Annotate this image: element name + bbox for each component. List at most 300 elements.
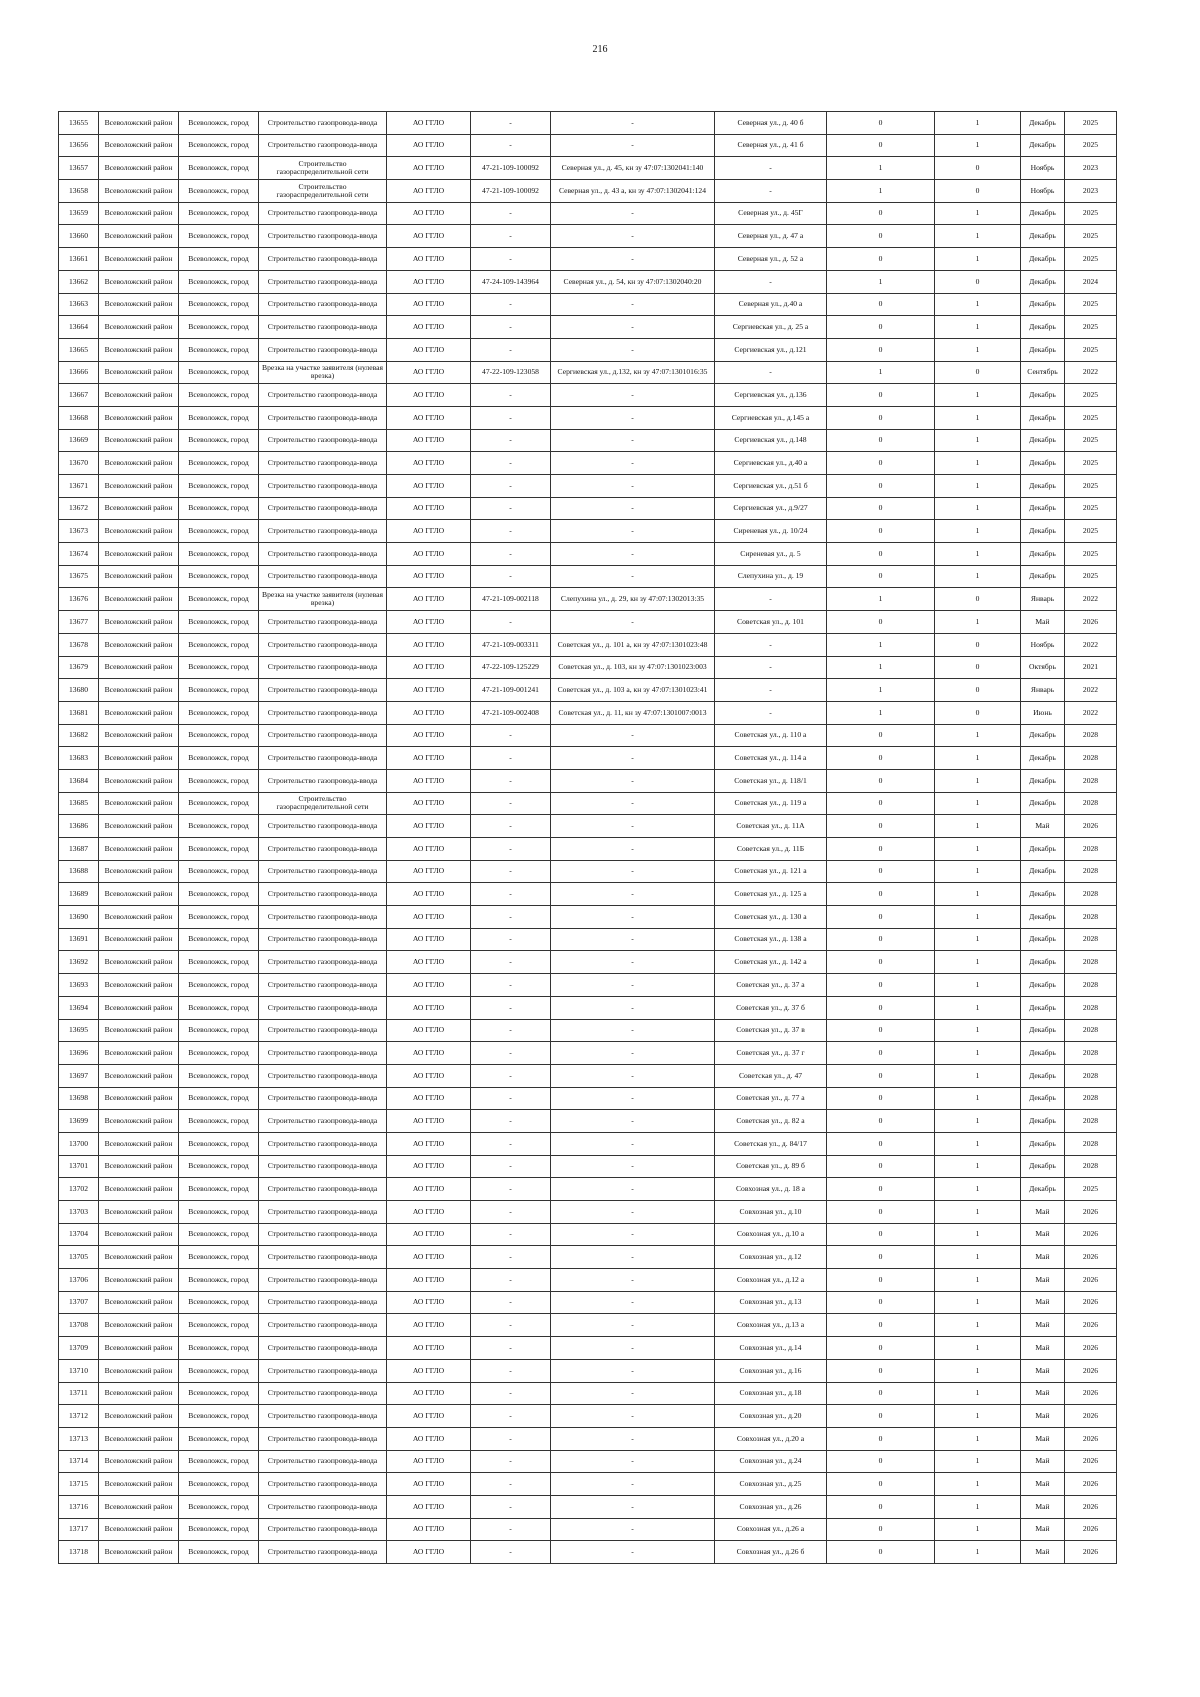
cell-organization: АО ГГЛО bbox=[387, 792, 471, 815]
cell-settlement: Всеволожск, город bbox=[179, 543, 259, 566]
cell-work-type: Строительство газораспределительной сети bbox=[259, 792, 387, 815]
cell-row-number: 13707 bbox=[59, 1291, 99, 1314]
cell-count-a: 0 bbox=[827, 1382, 935, 1405]
cell-plot-address: - bbox=[551, 906, 715, 929]
cell-organization: АО ГГЛО bbox=[387, 656, 471, 679]
table-row bbox=[59, 1132, 1117, 1155]
cell-work-type: Строительство газопровода-ввода bbox=[259, 611, 387, 634]
cell-settlement: Всеволожск, город bbox=[179, 656, 259, 679]
cell-organization: АО ГГЛО bbox=[387, 679, 471, 702]
cell-row-number: 13656 bbox=[59, 134, 99, 157]
cell-row-number: 13694 bbox=[59, 996, 99, 1019]
cell-plot-address: - bbox=[551, 974, 715, 997]
cell-object-address: Советская ул., д. 77 а bbox=[715, 1087, 827, 1110]
cell-settlement: Всеволожск, город bbox=[179, 769, 259, 792]
cell-contract-number: - bbox=[471, 1042, 551, 1065]
cell-count-b: 1 bbox=[935, 1042, 1021, 1065]
cell-settlement: Всеволожск, город bbox=[179, 1201, 259, 1224]
cell-organization: АО ГГЛО bbox=[387, 361, 471, 384]
cell-district: Всеволожский район bbox=[99, 1087, 179, 1110]
cell-object-address: Советская ул., д. 37 г bbox=[715, 1042, 827, 1065]
cell-row-number: 13692 bbox=[59, 951, 99, 974]
cell-year: 2028 bbox=[1065, 1110, 1117, 1133]
cell-plot-address: - bbox=[551, 1359, 715, 1382]
cell-plot-address: - bbox=[551, 747, 715, 770]
cell-month: Май bbox=[1021, 1450, 1065, 1473]
cell-object-address: Советская ул., д. 47 bbox=[715, 1064, 827, 1087]
cell-district: Всеволожский район bbox=[99, 1291, 179, 1314]
table-row bbox=[59, 1223, 1117, 1246]
cell-work-type: Строительство газопровода-ввода bbox=[259, 134, 387, 157]
cell-count-b: 1 bbox=[935, 134, 1021, 157]
cell-row-number: 13678 bbox=[59, 633, 99, 656]
cell-work-type: Строительство газопровода-ввода bbox=[259, 565, 387, 588]
cell-count-b: 1 bbox=[935, 1359, 1021, 1382]
cell-work-type: Строительство газопровода-ввода bbox=[259, 815, 387, 838]
cell-plot-address: - bbox=[551, 815, 715, 838]
page-number: 216 bbox=[592, 44, 608, 55]
cell-row-number: 13673 bbox=[59, 520, 99, 543]
cell-plot-address: - bbox=[551, 883, 715, 906]
cell-contract-number: - bbox=[471, 1450, 551, 1473]
cell-month: Декабрь bbox=[1021, 202, 1065, 225]
cell-month: Декабрь bbox=[1021, 906, 1065, 929]
cell-settlement: Всеволожск, город bbox=[179, 1223, 259, 1246]
cell-year: 2026 bbox=[1065, 611, 1117, 634]
cell-month: Декабрь bbox=[1021, 1178, 1065, 1201]
cell-work-type: Строительство газопровода-ввода bbox=[259, 338, 387, 361]
cell-row-number: 13661 bbox=[59, 248, 99, 271]
cell-organization: АО ГГЛО bbox=[387, 1337, 471, 1360]
cell-count-b: 1 bbox=[935, 1178, 1021, 1201]
cell-object-address: Сергиевская ул., д. 25 а bbox=[715, 316, 827, 339]
cell-object-address: Советская ул., д. 101 bbox=[715, 611, 827, 634]
cell-year: 2026 bbox=[1065, 1405, 1117, 1428]
table-row bbox=[59, 815, 1117, 838]
cell-settlement: Всеволожск, город bbox=[179, 270, 259, 293]
cell-contract-number: - bbox=[471, 1246, 551, 1269]
cell-contract-number: - bbox=[471, 1473, 551, 1496]
table-row bbox=[59, 1087, 1117, 1110]
cell-object-address: - bbox=[715, 633, 827, 656]
table-row bbox=[59, 361, 1117, 384]
cell-organization: АО ГГЛО bbox=[387, 633, 471, 656]
cell-count-b: 1 bbox=[935, 1064, 1021, 1087]
cell-settlement: Всеволожск, город bbox=[179, 906, 259, 929]
table-row bbox=[59, 497, 1117, 520]
cell-object-address: - bbox=[715, 679, 827, 702]
cell-count-b: 0 bbox=[935, 656, 1021, 679]
table-row bbox=[59, 384, 1117, 407]
cell-count-a: 0 bbox=[827, 1495, 935, 1518]
cell-plot-address: - bbox=[551, 724, 715, 747]
cell-settlement: Всеволожск, город bbox=[179, 633, 259, 656]
cell-plot-address: - bbox=[551, 1495, 715, 1518]
table-row bbox=[59, 543, 1117, 566]
cell-organization: АО ГГЛО bbox=[387, 225, 471, 248]
cell-count-b: 1 bbox=[935, 1337, 1021, 1360]
cell-count-a: 0 bbox=[827, 1541, 935, 1564]
cell-year: 2026 bbox=[1065, 1427, 1117, 1450]
cell-district: Всеволожский район bbox=[99, 996, 179, 1019]
cell-object-address: Северная ул., д.40 а bbox=[715, 293, 827, 316]
cell-work-type: Строительство газопровода-ввода bbox=[259, 747, 387, 770]
cell-district: Всеволожский район bbox=[99, 1473, 179, 1496]
cell-plot-address: - bbox=[551, 1382, 715, 1405]
cell-count-a: 0 bbox=[827, 1201, 935, 1224]
table-row bbox=[59, 1201, 1117, 1224]
cell-month: Декабрь bbox=[1021, 860, 1065, 883]
cell-organization: АО ГГЛО bbox=[387, 112, 471, 135]
cell-count-b: 1 bbox=[935, 974, 1021, 997]
cell-row-number: 13709 bbox=[59, 1337, 99, 1360]
table-row bbox=[59, 248, 1117, 271]
cell-district: Всеволожский район bbox=[99, 724, 179, 747]
cell-count-b: 1 bbox=[935, 1132, 1021, 1155]
cell-settlement: Всеволожск, город bbox=[179, 248, 259, 271]
cell-plot-address: Слепухина ул., д. 29, кн зу 47:07:1302013:35 bbox=[551, 588, 715, 611]
cell-organization: АО ГГЛО bbox=[387, 1110, 471, 1133]
table-row bbox=[59, 1541, 1117, 1564]
table-row bbox=[59, 1246, 1117, 1269]
table-row bbox=[59, 1405, 1117, 1428]
cell-year: 2026 bbox=[1065, 1337, 1117, 1360]
cell-count-a: 0 bbox=[827, 134, 935, 157]
cell-month: Январь bbox=[1021, 679, 1065, 702]
cell-organization: АО ГГЛО bbox=[387, 1269, 471, 1292]
cell-count-a: 0 bbox=[827, 1155, 935, 1178]
table-row bbox=[59, 112, 1117, 135]
cell-count-a: 0 bbox=[827, 1178, 935, 1201]
cell-settlement: Всеволожск, город bbox=[179, 452, 259, 475]
cell-year: 2025 bbox=[1065, 225, 1117, 248]
table-row bbox=[59, 1064, 1117, 1087]
cell-object-address: Сергиевская ул., д.51 б bbox=[715, 475, 827, 498]
table-row bbox=[59, 1155, 1117, 1178]
cell-contract-number: - bbox=[471, 1155, 551, 1178]
cell-count-a: 0 bbox=[827, 906, 935, 929]
cell-district: Всеволожский район bbox=[99, 588, 179, 611]
cell-plot-address: - bbox=[551, 1042, 715, 1065]
cell-contract-number: 47-21-109-002408 bbox=[471, 701, 551, 724]
cell-settlement: Всеволожск, город bbox=[179, 1337, 259, 1360]
cell-row-number: 13696 bbox=[59, 1042, 99, 1065]
cell-district: Всеволожский район bbox=[99, 429, 179, 452]
cell-contract-number: 47-24-109-143964 bbox=[471, 270, 551, 293]
cell-year: 2025 bbox=[1065, 520, 1117, 543]
cell-row-number: 13671 bbox=[59, 475, 99, 498]
cell-plot-address: - bbox=[551, 1314, 715, 1337]
cell-object-address: Сергиевская ул., д.40 а bbox=[715, 452, 827, 475]
cell-district: Всеволожский район bbox=[99, 361, 179, 384]
cell-contract-number: - bbox=[471, 1495, 551, 1518]
cell-object-address: Советская ул., д. 119 а bbox=[715, 792, 827, 815]
cell-work-type: Строительство газопровода-ввода bbox=[259, 112, 387, 135]
cell-object-address: - bbox=[715, 157, 827, 180]
cell-year: 2028 bbox=[1065, 1019, 1117, 1042]
cell-year: 2025 bbox=[1065, 429, 1117, 452]
cell-month: Декабрь bbox=[1021, 1110, 1065, 1133]
cell-work-type: Врезка на участке заявителя (нулевая врезка) bbox=[259, 361, 387, 384]
cell-count-b: 1 bbox=[935, 1201, 1021, 1224]
cell-count-a: 0 bbox=[827, 860, 935, 883]
cell-settlement: Всеволожск, город bbox=[179, 928, 259, 951]
cell-work-type: Строительство газопровода-ввода bbox=[259, 1405, 387, 1428]
cell-plot-address: Советская ул., д. 103 а, кн зу 47:07:1301023:41 bbox=[551, 679, 715, 702]
cell-work-type: Врезка на участке заявителя (нулевая врезка) bbox=[259, 588, 387, 611]
table-body bbox=[59, 112, 1117, 1564]
cell-settlement: Всеволожск, город bbox=[179, 1291, 259, 1314]
cell-contract-number: - bbox=[471, 724, 551, 747]
cell-work-type: Строительство газопровода-ввода bbox=[259, 701, 387, 724]
cell-contract-number: - bbox=[471, 1541, 551, 1564]
table-row bbox=[59, 565, 1117, 588]
cell-object-address: Советская ул., д. 11А bbox=[715, 815, 827, 838]
cell-count-a: 0 bbox=[827, 112, 935, 135]
cell-settlement: Всеволожск, город bbox=[179, 838, 259, 861]
table-row bbox=[59, 679, 1117, 702]
cell-contract-number: 47-21-109-003311 bbox=[471, 633, 551, 656]
cell-plot-address: Северная ул., д. 54, кн зу 47:07:1302040:20 bbox=[551, 270, 715, 293]
cell-district: Всеволожский район bbox=[99, 1495, 179, 1518]
cell-object-address: Совхозная ул., д.14 bbox=[715, 1337, 827, 1360]
cell-month: Сентябрь bbox=[1021, 361, 1065, 384]
cell-object-address: Советская ул., д. 37 а bbox=[715, 974, 827, 997]
cell-settlement: Всеволожск, город bbox=[179, 1359, 259, 1382]
cell-work-type: Строительство газопровода-ввода bbox=[259, 838, 387, 861]
cell-district: Всеволожский район bbox=[99, 1450, 179, 1473]
cell-settlement: Всеволожск, город bbox=[179, 1495, 259, 1518]
cell-plot-address: - bbox=[551, 769, 715, 792]
cell-district: Всеволожский район bbox=[99, 1427, 179, 1450]
cell-organization: АО ГГЛО bbox=[387, 701, 471, 724]
cell-count-b: 1 bbox=[935, 769, 1021, 792]
cell-month: Декабрь bbox=[1021, 1019, 1065, 1042]
cell-object-address: Советская ул., д. 121 а bbox=[715, 860, 827, 883]
table-row bbox=[59, 225, 1117, 248]
cell-settlement: Всеволожск, город bbox=[179, 996, 259, 1019]
cell-month: Декабрь bbox=[1021, 134, 1065, 157]
cell-district: Всеволожский район bbox=[99, 1518, 179, 1541]
cell-district: Всеволожский район bbox=[99, 769, 179, 792]
cell-district: Всеволожский район bbox=[99, 338, 179, 361]
cell-year: 2026 bbox=[1065, 1518, 1117, 1541]
table-row bbox=[59, 1337, 1117, 1360]
cell-month: Декабрь bbox=[1021, 475, 1065, 498]
cell-plot-address: - bbox=[551, 838, 715, 861]
cell-contract-number: - bbox=[471, 134, 551, 157]
cell-count-a: 0 bbox=[827, 248, 935, 271]
cell-count-a: 0 bbox=[827, 429, 935, 452]
table-row bbox=[59, 1495, 1117, 1518]
cell-row-number: 13705 bbox=[59, 1246, 99, 1269]
cell-month: Декабрь bbox=[1021, 520, 1065, 543]
cell-row-number: 13710 bbox=[59, 1359, 99, 1382]
cell-district: Всеволожский район bbox=[99, 792, 179, 815]
cell-settlement: Всеволожск, город bbox=[179, 157, 259, 180]
cell-settlement: Всеволожск, город bbox=[179, 1427, 259, 1450]
cell-year: 2025 bbox=[1065, 452, 1117, 475]
cell-month: Декабрь bbox=[1021, 883, 1065, 906]
cell-count-a: 0 bbox=[827, 1269, 935, 1292]
cell-object-address: Сергиевская ул., д.9/27 bbox=[715, 497, 827, 520]
cell-year: 2028 bbox=[1065, 769, 1117, 792]
cell-contract-number: - bbox=[471, 792, 551, 815]
cell-settlement: Всеволожск, город bbox=[179, 520, 259, 543]
cell-contract-number: - bbox=[471, 316, 551, 339]
cell-count-a: 0 bbox=[827, 293, 935, 316]
cell-plot-address: - bbox=[551, 293, 715, 316]
cell-plot-address: - bbox=[551, 134, 715, 157]
cell-organization: АО ГГЛО bbox=[387, 1518, 471, 1541]
cell-count-b: 1 bbox=[935, 1541, 1021, 1564]
cell-year: 2028 bbox=[1065, 996, 1117, 1019]
cell-work-type: Строительство газораспределительной сети bbox=[259, 180, 387, 203]
cell-contract-number: 47-21-109-100092 bbox=[471, 180, 551, 203]
cell-settlement: Всеволожск, город bbox=[179, 1110, 259, 1133]
cell-organization: АО ГГЛО bbox=[387, 724, 471, 747]
cell-settlement: Всеволожск, город bbox=[179, 1450, 259, 1473]
cell-count-b: 0 bbox=[935, 701, 1021, 724]
cell-count-a: 1 bbox=[827, 656, 935, 679]
cell-count-b: 1 bbox=[935, 1427, 1021, 1450]
cell-district: Всеволожский район bbox=[99, 225, 179, 248]
cell-object-address: Северная ул., д. 47 а bbox=[715, 225, 827, 248]
cell-settlement: Всеволожск, город bbox=[179, 1314, 259, 1337]
cell-row-number: 13699 bbox=[59, 1110, 99, 1133]
cell-plot-address: - bbox=[551, 1450, 715, 1473]
cell-plot-address: Советская ул., д. 101 а, кн зу 47:07:1301023:48 bbox=[551, 633, 715, 656]
cell-month: Декабрь bbox=[1021, 928, 1065, 951]
cell-row-number: 13665 bbox=[59, 338, 99, 361]
cell-settlement: Всеволожск, город bbox=[179, 180, 259, 203]
cell-year: 2025 bbox=[1065, 565, 1117, 588]
cell-plot-address: - bbox=[551, 1178, 715, 1201]
cell-month: Май bbox=[1021, 1269, 1065, 1292]
cell-settlement: Всеволожск, город bbox=[179, 293, 259, 316]
cell-work-type: Строительство газопровода-ввода bbox=[259, 769, 387, 792]
cell-district: Всеволожский район bbox=[99, 1314, 179, 1337]
cell-row-number: 13685 bbox=[59, 792, 99, 815]
cell-year: 2028 bbox=[1065, 974, 1117, 997]
cell-contract-number: - bbox=[471, 1518, 551, 1541]
cell-settlement: Всеволожск, город bbox=[179, 1246, 259, 1269]
cell-organization: АО ГГЛО bbox=[387, 316, 471, 339]
cell-object-address: Советская ул., д. 89 б bbox=[715, 1155, 827, 1178]
cell-work-type: Строительство газопровода-ввода bbox=[259, 248, 387, 271]
cell-plot-address: - bbox=[551, 1155, 715, 1178]
cell-settlement: Всеволожск, город bbox=[179, 497, 259, 520]
cell-object-address: Совхозная ул., д. 18 а bbox=[715, 1178, 827, 1201]
cell-contract-number: - bbox=[471, 747, 551, 770]
cell-row-number: 13704 bbox=[59, 1223, 99, 1246]
cell-object-address: Советская ул., д. 110 а bbox=[715, 724, 827, 747]
cell-count-a: 1 bbox=[827, 633, 935, 656]
cell-work-type: Строительство газопровода-ввода bbox=[259, 225, 387, 248]
cell-contract-number: - bbox=[471, 112, 551, 135]
cell-work-type: Строительство газопровода-ввода bbox=[259, 1110, 387, 1133]
cell-row-number: 13684 bbox=[59, 769, 99, 792]
cell-row-number: 13712 bbox=[59, 1405, 99, 1428]
cell-month: Май bbox=[1021, 1541, 1065, 1564]
cell-year: 2028 bbox=[1065, 906, 1117, 929]
cell-plot-address: - bbox=[551, 112, 715, 135]
cell-contract-number: - bbox=[471, 520, 551, 543]
cell-organization: АО ГГЛО bbox=[387, 1314, 471, 1337]
cell-settlement: Всеволожск, город bbox=[179, 565, 259, 588]
cell-count-a: 0 bbox=[827, 1110, 935, 1133]
cell-district: Всеволожский район bbox=[99, 928, 179, 951]
cell-count-b: 1 bbox=[935, 1450, 1021, 1473]
cell-object-address: Совхозная ул., д.20 bbox=[715, 1405, 827, 1428]
cell-settlement: Всеволожск, город bbox=[179, 1155, 259, 1178]
cell-count-a: 0 bbox=[827, 1291, 935, 1314]
cell-month: Декабрь bbox=[1021, 724, 1065, 747]
cell-row-number: 13658 bbox=[59, 180, 99, 203]
cell-contract-number: - bbox=[471, 338, 551, 361]
cell-year: 2028 bbox=[1065, 860, 1117, 883]
cell-settlement: Всеволожск, город bbox=[179, 815, 259, 838]
cell-plot-address: - bbox=[551, 792, 715, 815]
cell-plot-address: - bbox=[551, 1541, 715, 1564]
table-row bbox=[59, 633, 1117, 656]
cell-count-a: 0 bbox=[827, 792, 935, 815]
cell-month: Декабрь bbox=[1021, 1132, 1065, 1155]
cell-district: Всеволожский район bbox=[99, 1155, 179, 1178]
gas-connection-registry-table bbox=[58, 111, 1117, 1564]
table-row bbox=[59, 1269, 1117, 1292]
cell-year: 2025 bbox=[1065, 543, 1117, 566]
cell-count-a: 0 bbox=[827, 1042, 935, 1065]
cell-settlement: Всеволожск, город bbox=[179, 134, 259, 157]
cell-object-address: Совхозная ул., д.18 bbox=[715, 1382, 827, 1405]
cell-count-a: 0 bbox=[827, 1132, 935, 1155]
cell-year: 2022 bbox=[1065, 701, 1117, 724]
cell-object-address: - bbox=[715, 656, 827, 679]
cell-count-a: 0 bbox=[827, 951, 935, 974]
cell-work-type: Строительство газопровода-ввода bbox=[259, 316, 387, 339]
cell-work-type: Строительство газопровода-ввода bbox=[259, 1359, 387, 1382]
cell-month: Декабрь bbox=[1021, 747, 1065, 770]
cell-plot-address: - bbox=[551, 406, 715, 429]
cell-object-address: Совхозная ул., д.25 bbox=[715, 1473, 827, 1496]
cell-count-b: 1 bbox=[935, 1019, 1021, 1042]
table-row bbox=[59, 928, 1117, 951]
cell-work-type: Строительство газораспределительной сети bbox=[259, 157, 387, 180]
cell-year: 2026 bbox=[1065, 1223, 1117, 1246]
cell-contract-number: - bbox=[471, 1201, 551, 1224]
cell-work-type: Строительство газопровода-ввода bbox=[259, 724, 387, 747]
cell-count-a: 0 bbox=[827, 406, 935, 429]
cell-organization: АО ГГЛО bbox=[387, 248, 471, 271]
cell-settlement: Всеволожск, город bbox=[179, 611, 259, 634]
cell-row-number: 13655 bbox=[59, 112, 99, 135]
cell-row-number: 13711 bbox=[59, 1382, 99, 1405]
cell-count-a: 0 bbox=[827, 815, 935, 838]
cell-count-b: 1 bbox=[935, 1382, 1021, 1405]
cell-contract-number: - bbox=[471, 1132, 551, 1155]
cell-work-type: Строительство газопровода-ввода bbox=[259, 974, 387, 997]
cell-plot-address: - bbox=[551, 1246, 715, 1269]
cell-year: 2025 bbox=[1065, 112, 1117, 135]
cell-work-type: Строительство газопровода-ввода bbox=[259, 1155, 387, 1178]
cell-district: Всеволожский район bbox=[99, 248, 179, 271]
cell-month: Декабрь bbox=[1021, 452, 1065, 475]
cell-organization: АО ГГЛО bbox=[387, 1382, 471, 1405]
cell-object-address: Сергиевская ул., д.148 bbox=[715, 429, 827, 452]
cell-contract-number: - bbox=[471, 406, 551, 429]
cell-organization: АО ГГЛО bbox=[387, 1291, 471, 1314]
